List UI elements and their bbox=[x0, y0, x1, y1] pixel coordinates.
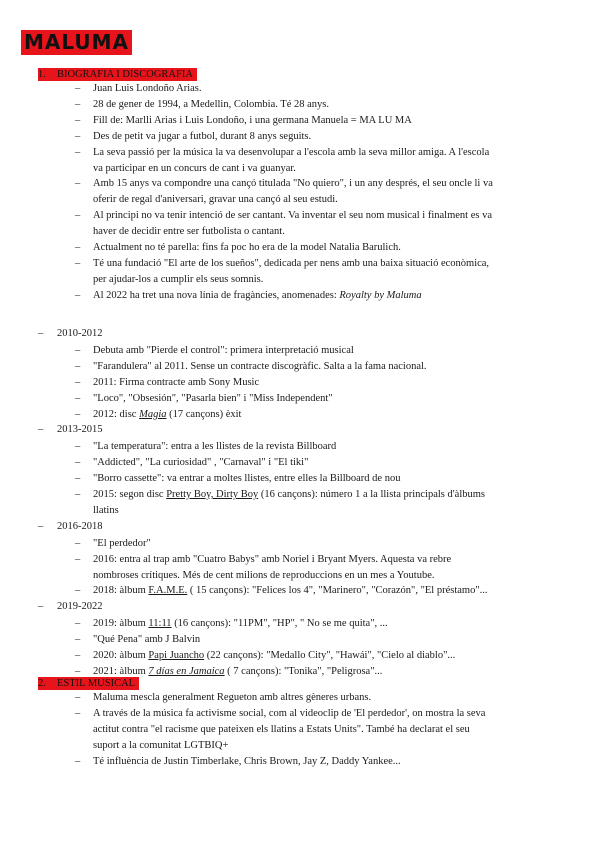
period-label: 2019-2022 bbox=[57, 601, 103, 613]
bullet-dash: – bbox=[75, 665, 81, 677]
list-item: A través de la música fa activisme social, com al videoclip de 'El perdedor', on mostra la seva bbox=[93, 707, 486, 719]
bullet-dash: – bbox=[75, 242, 81, 253]
bullet-dash: – bbox=[75, 489, 81, 500]
list-item: 2012: disc Magia (17 cançons) èxit bbox=[93, 408, 242, 420]
section-number: 1. bbox=[38, 69, 46, 80]
list-item: 2011: Firma contracte amb Sony Music bbox=[93, 376, 260, 388]
bullet-dash: – bbox=[75, 408, 81, 420]
bullet-dash: – bbox=[75, 441, 81, 453]
list-item: Actualment no té parella: fins fa poc ho era de la model Natalia Barulich. bbox=[93, 242, 401, 253]
period-dash: – bbox=[38, 424, 44, 436]
bullet-dash: – bbox=[75, 83, 81, 94]
bullet-dash: – bbox=[75, 376, 81, 388]
bullet-dash: – bbox=[75, 210, 81, 222]
list-item: "Addicted", "La curiosidad" , "Carnaval" i "El tiki" bbox=[93, 457, 309, 469]
section-heading-musical-style bbox=[38, 677, 139, 690]
list-item-continuation: llatins bbox=[93, 504, 119, 516]
bullet-dash: – bbox=[75, 344, 81, 356]
list-item: 2019: àlbum 11:11 (16 cançons): "11PM", "HP", " No se me quita", ... bbox=[93, 618, 388, 630]
list-item: 2021: àlbum 7 días en Jamaica ( 7 cançons): "Tonika", "Peligrosa"... bbox=[93, 665, 383, 677]
list-item: 2015: segon disc Pretty Boy, Dirty Boy (16 cançons): número 1 a la llista principals d'àlbums bbox=[93, 489, 485, 500]
list-item: "Qué Pena" amb J Balvin bbox=[93, 634, 201, 646]
list-item: "La temperatura": entra a les llistes de la revista Billboard bbox=[93, 441, 337, 453]
bullet-dash: – bbox=[75, 537, 81, 549]
list-item: 2020: àlbum Papi Juancho (22 cançons): "Medallo City", "Hawái", "Cielo al diablo"... bbox=[93, 650, 456, 661]
bullet-dash: – bbox=[75, 146, 81, 158]
period-label: 2013-2015 bbox=[57, 424, 103, 436]
list-item: La seva passió per la música la va desenvolupar a l'escola amb la seva millor amiga. A l'escola bbox=[93, 146, 490, 158]
list-item: 28 de gener de 1994, a Medellin, Colombia. Té 28 anys. bbox=[93, 98, 330, 110]
list-item: Amb 15 anys va compondre una cançó titulada "No quiero", i un any després, el seu oncle li va bbox=[93, 178, 493, 190]
bullet-dash: – bbox=[75, 98, 81, 110]
section-heading-biography bbox=[38, 68, 197, 81]
bullet-dash: – bbox=[75, 473, 81, 485]
list-item-continuation: nombroses crítiques. Més de cent milions de reproduccions en un mes a Youtube. bbox=[93, 569, 435, 581]
bullet-dash: – bbox=[75, 289, 81, 301]
bullet-dash: – bbox=[75, 360, 81, 372]
list-item-continuation: va participar en un concurs de cant i va guanyar. bbox=[93, 162, 296, 174]
bullet-dash: – bbox=[75, 650, 81, 661]
list-item: Debuta amb "Pierde el control": primera interpretació musical bbox=[93, 344, 354, 356]
bullet-dash: – bbox=[75, 585, 81, 597]
list-item: Fill de: Marlli Arias i Luis Londoño, i una germana Manuela = MA LU MA bbox=[93, 114, 412, 126]
list-item: 2016: entra al trap amb "Cuatro Babys" amb Noriel i Bryant Myers. Aquesta va rebre bbox=[93, 553, 452, 565]
bullet-dash: – bbox=[75, 392, 81, 404]
bullet-dash: – bbox=[75, 114, 81, 126]
bullet-dash: – bbox=[75, 707, 81, 719]
list-item: 2018: àlbum F.A.M.E. ( 15 cançons): "Felices los 4", "Marinero", "Corazón", "El préstamo"... bbox=[93, 585, 488, 597]
list-item: "Borro cassette": va entrar a moltes llistes, entre elles la Billboard de nou bbox=[93, 473, 401, 485]
section-number: 2. bbox=[38, 678, 46, 689]
bullet-dash: – bbox=[75, 755, 81, 767]
bullet-dash: – bbox=[75, 457, 81, 469]
list-item: "Farandulera" al 2011. Sense un contracte discogràfic. Salta a la fama nacional. bbox=[93, 360, 427, 372]
bullet-dash: – bbox=[75, 178, 81, 190]
bullet-dash: – bbox=[75, 692, 81, 703]
period-dash: – bbox=[38, 328, 44, 339]
list-item: Al 2022 ha tret una nova línia de fragàncies, anomenades: Royalty by Maluma bbox=[93, 289, 422, 301]
list-item: "El perdedor" bbox=[93, 537, 151, 549]
list-item-continuation: actitut contra "el racisme que pateixen els llatins a Estats Units". També ha declarat el seu bbox=[93, 723, 470, 735]
period-label: 2016-2018 bbox=[57, 520, 103, 532]
list-item: Té influència de Justin Timberlake, Chris Brown, Jay Z, Daddy Yankee... bbox=[93, 755, 401, 767]
list-item: Té una fundació "El arte de los sueños", dedicada per nens amb una baixa situació econòmica, bbox=[93, 257, 490, 269]
list-item: Juan Luis Londoño Arias. bbox=[93, 83, 202, 94]
list-item: Des de petit va jugar a futbol, durant 8 anys seguits. bbox=[93, 130, 312, 142]
document-title: MALUMA bbox=[21, 30, 132, 55]
list-item: Al principi no va tenir intenció de ser cantant. Va inventar el seu nom musical i finalment es va bbox=[93, 210, 492, 222]
period-dash: – bbox=[38, 601, 44, 613]
list-item-continuation: haver de decidir entre ser futbolista o cantant. bbox=[93, 226, 285, 238]
section-title: BIOGRAFIA I DISCOGRAFIA bbox=[57, 69, 193, 80]
bullet-dash: – bbox=[75, 257, 81, 269]
list-item-continuation: per ajudar-los a cumplir els seus somnis. bbox=[93, 273, 264, 285]
bullet-dash: – bbox=[75, 553, 81, 565]
section-title: ESTIL MUSICAL bbox=[57, 678, 136, 689]
list-item: "Loco", "Obsesión", "Pasarla bien" i "Miss Independent" bbox=[93, 392, 333, 404]
list-item-continuation: suport a la comunitat LGTBIQ+ bbox=[93, 739, 229, 751]
bullet-dash: – bbox=[75, 634, 81, 646]
bullet-dash: – bbox=[75, 618, 81, 630]
list-item: Maluma mescla generalment Regueton amb altres gèneres urbans. bbox=[93, 692, 372, 703]
period-dash: – bbox=[38, 520, 44, 532]
period-label: 2010-2012 bbox=[57, 328, 103, 339]
list-item-continuation: oferir de regal d'aniversari, gravar una cançó al seu estudi. bbox=[93, 194, 338, 206]
bullet-dash: – bbox=[75, 130, 81, 142]
